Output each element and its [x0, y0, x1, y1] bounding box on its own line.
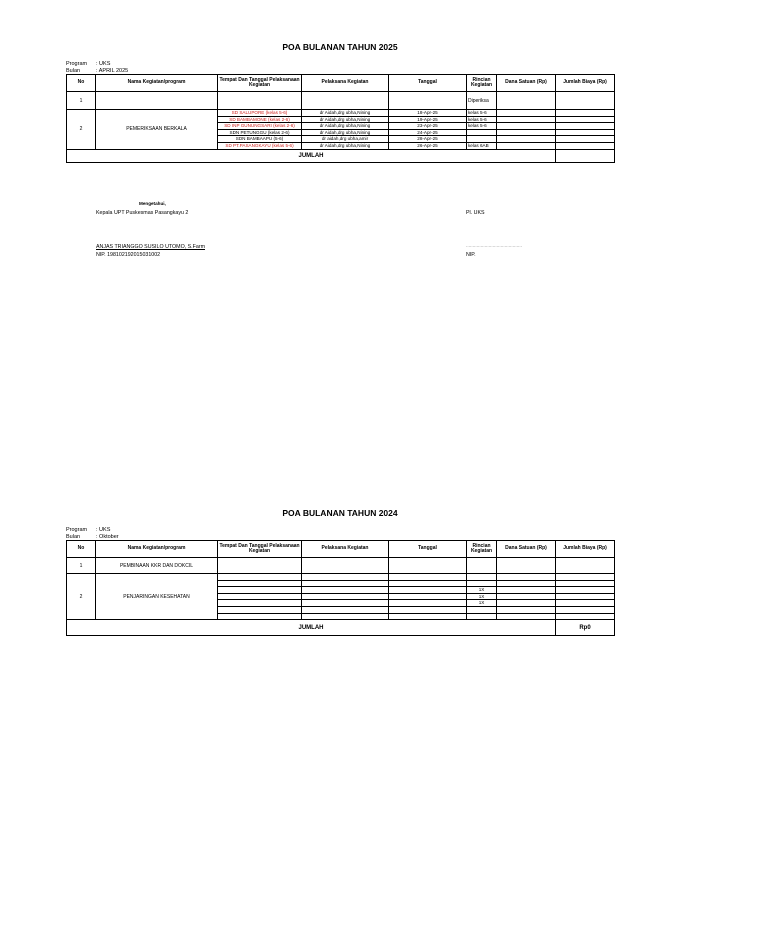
table-row — [67, 574, 615, 581]
bulan-value: : Oktober — [96, 533, 119, 540]
row-rincian: Diperiksa — [467, 92, 497, 110]
table-row — [67, 558, 615, 574]
jumlah-total: Rp0 — [556, 620, 615, 636]
header-tempat: Tempat Dan Tanggal Pelaksanaan Kegiatan — [218, 541, 302, 558]
row-tempat: SD PT.PASANGKAYU (kelas 5-6) — [218, 142, 302, 149]
bulan-label: Bulan — [66, 67, 81, 74]
row-tempat: SD INP GUNUNGSARI (kelas 2-6) — [218, 123, 302, 130]
table-row — [67, 110, 615, 117]
row-rincian: kelas 5-6 — [467, 110, 497, 117]
jumlah-total — [556, 149, 615, 162]
mengetahui-label: Mengetahui, — [139, 201, 166, 206]
row-no: 2 — [67, 110, 96, 150]
row-rincian — [467, 580, 497, 587]
jumlah-label: JUMLAH — [67, 620, 556, 636]
row-pelaksana: dr Aidah,drg ubha,Nining — [302, 116, 389, 123]
header-pelaksana: Pelaksana Kegiatan — [302, 75, 389, 92]
row-rincian — [467, 574, 497, 581]
pl-nip: NIP. — [466, 252, 476, 258]
table-row — [67, 92, 615, 110]
row-tanggal: 26-Apr-25 — [389, 142, 467, 149]
poa-2025-meta — [66, 61, 614, 74]
header-tanggal: Tanggal — [389, 75, 467, 92]
poa-2024-title: POA BULANAN TAHUN 2024 — [282, 508, 398, 518]
row-tanggal: 28-Apr-25 — [389, 136, 467, 143]
jumlah-row — [67, 620, 615, 636]
bulan-label: Bulan — [66, 533, 81, 540]
table-header-row — [67, 541, 615, 558]
poa-2024-table — [66, 540, 615, 636]
row-rincian — [467, 613, 497, 620]
program-value: : UKS — [96, 61, 111, 67]
row-rincian — [467, 129, 497, 136]
row-tempat: SD SALUPORE (kelas 5-6) — [218, 110, 302, 117]
row-rincian: 1X — [467, 587, 497, 594]
poa-2024-section — [66, 508, 614, 636]
kepala-name: ANJAS TRIANGGO SUSILO UTOMO, S.Farm — [96, 244, 205, 250]
jumlah-label: JUMLAH — [67, 149, 556, 162]
row-rincian: 1X — [467, 593, 497, 600]
row-rincian — [467, 136, 497, 143]
header-jumlah: Jumlah Biaya (Rp) — [556, 541, 615, 558]
row-rincian: kelas 6AB — [467, 142, 497, 149]
kepala-nip: NIP. 198102192015031002 — [96, 252, 161, 258]
kepala-title: Kepala UPT Puskesmas Pasangkayu 2 — [96, 210, 189, 216]
program-label: Program — [66, 61, 88, 67]
row-tanggal: 24-Apr-25 — [389, 129, 467, 136]
row-pelaksana: dr Aidah,drg ubha,Nining — [302, 129, 389, 136]
poa-2024-meta — [66, 527, 614, 540]
poa-2025-table — [66, 74, 615, 163]
row-pelaksana: dr aidah,drg ubha,amir — [302, 136, 389, 143]
poa-2025-section — [66, 42, 614, 163]
header-dana: Dana Satuan (Rp) — [497, 541, 556, 558]
header-no: No — [67, 75, 96, 92]
header-tanggal: Tanggal — [389, 541, 467, 558]
row-rincian: 1X — [467, 600, 497, 607]
pl-title: Pl. UKS — [466, 210, 485, 216]
poa-2025-title: POA BULANAN TAHUN 2025 — [282, 42, 398, 52]
row-no: 1 — [67, 92, 96, 110]
row-tanggal: 19-Apr-25 — [389, 116, 467, 123]
program-value: : UKS — [96, 527, 111, 533]
jumlah-row — [67, 149, 615, 162]
row-rincian — [467, 606, 497, 613]
row-no: 2 — [67, 574, 96, 620]
header-dana: Dana Satuan (Rp) — [497, 75, 556, 92]
row-nama: PEMBINAAN KKR DAN DOKCIL — [96, 558, 218, 574]
row-tempat: SD BAMBAMONE (kelas 2-6) — [218, 116, 302, 123]
bulan-value: : APRIL 2025 — [96, 67, 129, 74]
row-tempat: SDN PETUNGGU (kelas 2-6) — [218, 129, 302, 136]
row-tanggal: 18-Apr-25 — [389, 110, 467, 117]
row-pelaksana: dr Aidah,drg ubha,Nining — [302, 123, 389, 130]
header-tempat: Tempat Dan Tanggal Pelaksanaan Kegiatan — [218, 75, 302, 92]
row-tempat: SDN BAMBAAPU (5-6) — [218, 136, 302, 143]
row-nama: PEMERIKSAAN BERKALA — [96, 110, 218, 150]
header-rincian: Rincian Kegiatan — [467, 541, 497, 558]
header-nama: Nama Kegiatan/program — [96, 541, 218, 558]
row-pelaksana: dr Aidah,drg ubha,Nining — [302, 142, 389, 149]
pl-name: …………………………………… — [466, 243, 522, 248]
header-no: No — [67, 541, 96, 558]
header-pelaksana: Pelaksana Kegiatan — [302, 541, 389, 558]
header-jumlah: Jumlah Biaya (Rp) — [556, 75, 615, 92]
row-pelaksana: dr Aidah,drg ubha,Nining — [302, 110, 389, 117]
row-no: 1 — [67, 558, 96, 574]
row-tanggal: 23-Apr-25 — [389, 123, 467, 130]
program-label: Program — [66, 527, 88, 533]
row-rincian: kelas 5-6 — [467, 123, 497, 130]
row-rincian: kelas 5-6 — [467, 116, 497, 123]
row-nama: PENJARINGAN KESEHATAN — [96, 574, 218, 620]
table-header-row — [67, 75, 615, 92]
header-nama: Nama Kegiatan/program — [96, 75, 218, 92]
header-rincian: Rincian Kegiatan — [467, 75, 497, 92]
